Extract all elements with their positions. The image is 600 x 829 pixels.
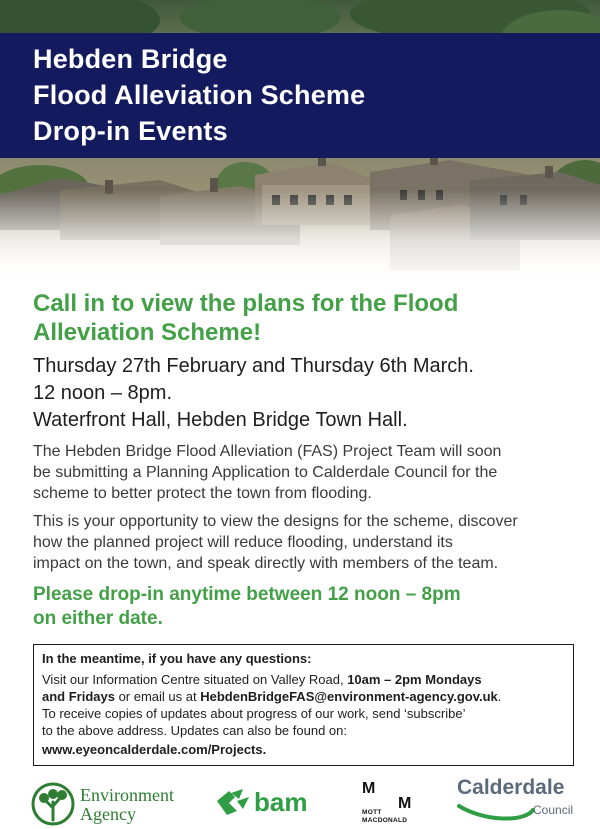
intro-line-2: be submitting a Planning Application to Calderdale Council for the [33,464,498,481]
info-line-2 [42,689,501,704]
info-heading: In the meantime, if you have any questions: [42,651,312,666]
environment-agency-logo-icon [30,782,76,826]
opening-days: and Fridays [42,689,115,704]
contact-info-box [33,644,574,766]
info-line-1-text: Visit our Information Centre situated on Valley Road, [42,672,348,687]
intro-line-1: The Hebden Bridge Flood Alleviation (FAS) Project Team will soon [33,443,502,460]
mott-m-1: M [362,780,376,797]
info-line-1 [42,672,482,687]
event-time: 12 noon – 8pm. [33,382,172,404]
intro-paragraph [33,441,578,504]
macdonald-word: MACDONALD [362,817,408,824]
event-venue: Waterfront Hall, Hebden Bridge Town Hall. [33,409,408,431]
opportunity-line-1: This is your opportunity to view the designs for the scheme, discover [33,513,518,530]
opportunity-line-2: how the planned project will reduce flooding, understand its [33,534,453,551]
info-line-2-end: . [497,689,502,704]
title-line-3: Drop-in Events [33,116,228,146]
opportunity-paragraph [33,511,578,574]
mott-word: MOTT [362,809,382,816]
dropin-line-2: on either date. [33,608,163,629]
dropin-line-1: Please drop-in anytime between 12 noon – 8pm [33,584,461,605]
email-link[interactable]: HebdenBridgeFAS@environment-agency.gov.uk [200,689,498,704]
opportunity-line-3: impact on the town, and speak directly with members of the team. [33,555,499,572]
headline-line-1: Call in to view the plans for the Flood [33,290,459,317]
bam-logo-icon [215,787,251,817]
title-line-2: Flood Alleviation Scheme [33,80,366,110]
ea-name-line-2: Agency [80,804,136,824]
calderdale-council-text: Council [533,803,574,817]
bam-logo-text: bam [254,787,308,817]
info-line-4: to the above address. Updates can also be found on: [42,723,347,738]
opening-hours: 10am – 2pm Mondays [347,672,482,687]
website-link[interactable]: www.eyeoncalderdale.com/Projects. [42,742,267,757]
info-line-3: To receive copies of updates about progress of our work, send ‘subscribe’ [42,706,466,721]
headline-line-2: Alleviation Scheme! [33,319,262,346]
event-dates: Thursday 27th February and Thursday 6th March. [33,355,474,377]
title-line-1: Hebden Bridge [33,44,228,74]
intro-line-3: scheme to better protect the town from flooding. [33,485,372,502]
mott-m-2: M [398,795,412,812]
info-line-2-text: or email us at [114,689,201,704]
ea-name-line-1: Environment [80,785,174,805]
calderdale-logo-text: Calderdale [457,776,565,799]
hero-fade [0,190,600,282]
